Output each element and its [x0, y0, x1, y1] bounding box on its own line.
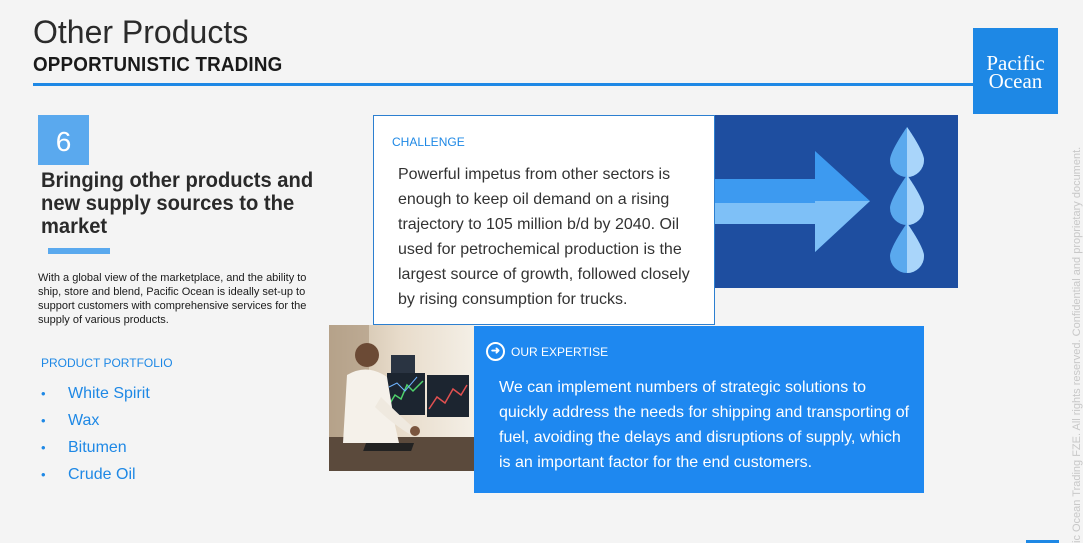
arrow-circle-icon: ➜	[486, 342, 505, 361]
expertise-text: We can implement numbers of strategic solutions to quickly address the needs for shipping and transporting of fuel, avoiding the delays and disruptions of supply, which is an important factor for the end customers.	[499, 379, 910, 471]
confidential-notice: ic Ocean Trading FZE. All rights reserved. Confidential and proprietary document.	[1071, 146, 1083, 543]
headline-underline	[48, 248, 110, 254]
portfolio-item-label: Wax	[68, 411, 100, 429]
header-divider	[33, 83, 973, 86]
challenge-text: Powerful impetus from other sectors is enough to keep oil demand on a rising trajectory to 105 million b/d by 2040. Oil used for petrochemical production is the largest source of growth, followed closely by rising consumption for trucks.	[398, 166, 690, 308]
arrow-icon	[715, 115, 958, 288]
bullet-icon: •	[41, 413, 46, 428]
section-headline: Bringing other products and new supply sources to the market	[41, 169, 314, 238]
droplet-icon	[890, 175, 924, 225]
portfolio-item-label: Crude Oil	[68, 465, 136, 483]
portfolio-title: PRODUCT PORTFOLIO	[41, 356, 173, 370]
page-subtitle: OPPORTUNISTIC TRADING	[33, 54, 283, 76]
arrow-droplets-illustration	[715, 115, 958, 288]
portfolio-list	[40, 380, 150, 488]
list-item	[40, 434, 150, 461]
droplet-icon	[890, 223, 924, 273]
pacific-ocean-logo	[973, 28, 1058, 114]
bullet-icon: •	[41, 386, 46, 401]
expertise-box	[474, 326, 924, 493]
list-item	[40, 380, 150, 407]
logo-line-1: Pacific	[986, 51, 1045, 75]
expertise-label: OUR EXPERTISE	[511, 345, 609, 359]
intro-paragraph: With a global view of the marketplace, and the ability to ship, store and blend, Pacific Ocean is ideally set-up to support customers with comprehensive services for the supply of various products.	[38, 272, 307, 326]
droplet-icon	[890, 127, 924, 177]
portfolio-item-label: Bitumen	[68, 438, 127, 456]
trader-photo	[329, 325, 474, 471]
list-item	[40, 461, 150, 488]
page-title: Other Products	[33, 14, 249, 50]
section-number-badge: 6	[38, 115, 89, 165]
list-item	[40, 407, 150, 434]
challenge-label: CHALLENGE	[392, 135, 465, 149]
portfolio-item-label: White Spirit	[68, 384, 150, 402]
logo-line-2: Ocean	[988, 68, 1043, 93]
bullet-icon: •	[41, 467, 46, 482]
challenge-box	[373, 115, 715, 325]
bullet-icon: •	[41, 440, 46, 455]
